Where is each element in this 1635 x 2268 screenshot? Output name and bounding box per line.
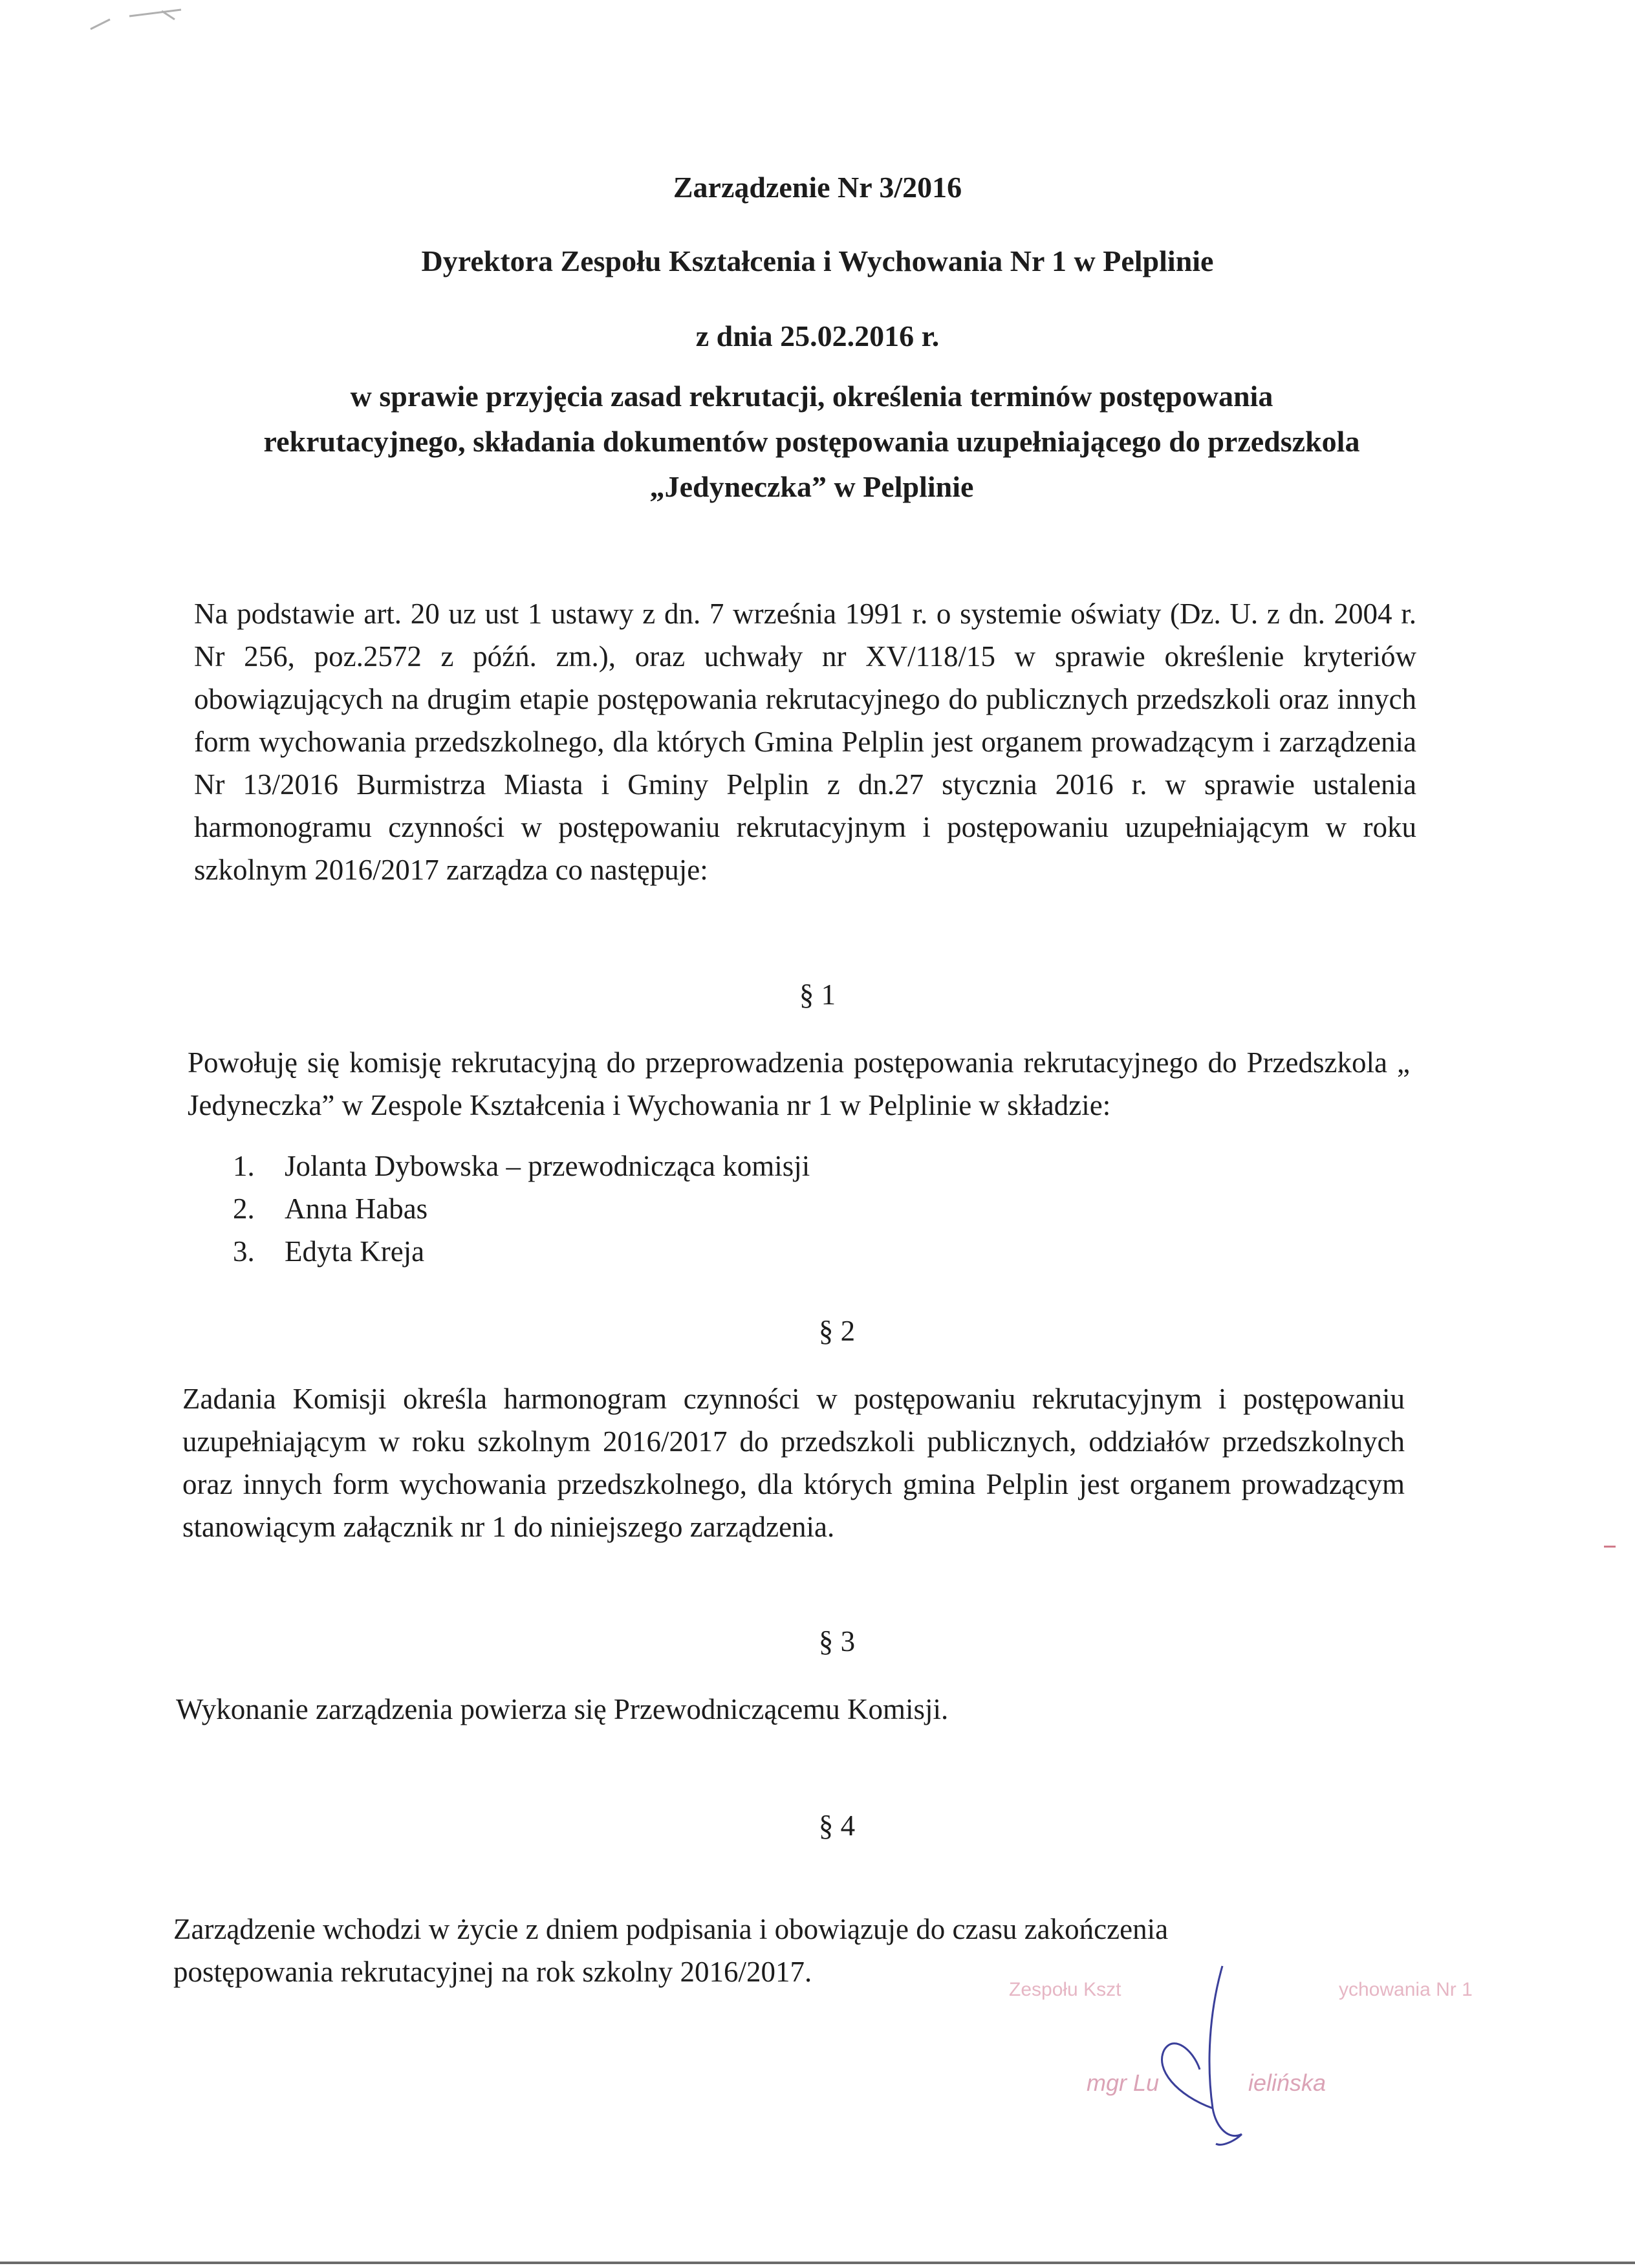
list-text: Edyta Kreja (285, 1235, 425, 1268)
stamp-name-left: mgr Lu (1087, 2069, 1160, 2096)
section-3-text: Wykonanie zarządzenia powierza się Przewodniczącemu Komisji. (176, 1693, 949, 1725)
section-4-text: Zarządzenie wchodzi w życie z dniem podpisania i obowiązuje do czasu zakończenia postępowania rekrutacyjnej na rok szkolny 2016/2017. (173, 1913, 1169, 1988)
section-1-text: Powołuję się komisję rekrutacyjną do przeprowadzenia postępowania rekrutacyjnego do Przedszkola „ Jedyneczka” w Zespole Kształcenia i Wychowania nr 1 w Pelplinie w składzie: (188, 1046, 1410, 1121)
scan-border-line (0, 2262, 1635, 2264)
list-item (233, 1145, 1268, 1187)
scan-mark-icon (84, 3, 188, 42)
preamble-paragraph: Na podstawie art. 20 uz ust 1 ustawy z dn. 7 września 1991 r. o systemie oświaty (Dz. U. z dn. 2004 r. Nr 256, poz.2572 z późń. zm.), oraz uchwały nr XV/118/15 w sprawie określenie kryteriów obowiązujących na drugim etapie postępowania rekrutacyjnego do publicznych przedszkoli oraz innych form wychowania przedszkolnego, dla których Gmina Pelplin jest organem prowadzącym i zarządzenia Nr 13/2016 Burmistrza Miasta i Gminy Pelplin z dn.27 stycznia 2016 r. w sprawie ustalenia harmonogramu czynności w postępowaniu rekrutacyjnym i postępowaniu uzupełniającym w roku szkolnym 2016/2017 zarządza co następuje: (194, 598, 1416, 886)
subject-line: „Jedyneczka” w Pelplinie (649, 470, 974, 503)
document-issuer: Dyrektora Zespołu Kształcenia i Wychowania Nr 1 w Pelplinie (421, 244, 1214, 277)
list-number: 1. (233, 1150, 255, 1182)
list-text: Anna Habas (285, 1193, 428, 1225)
section-symbol: § 1 (799, 978, 836, 1011)
document-subject (162, 374, 1462, 510)
document-title: Zarządzenie Nr 3/2016 (673, 171, 962, 204)
list-number: 2. (233, 1193, 255, 1225)
stamp-line-left: Zespołu Kszt (1009, 1979, 1121, 2000)
list-item (233, 1187, 1268, 1230)
section-symbol: § 2 (818, 1315, 856, 1347)
official-stamp (1009, 1966, 1500, 2160)
section-symbol: § 3 (818, 1625, 856, 1658)
subject-line: rekrutacyjnego, składania dokumentów postępowania uzupełniającego do przedszkola (263, 425, 1360, 458)
committee-list (233, 1145, 1268, 1273)
subject-line: w sprawie przyjęcia zasad rekrutacji, określenia terminów postępowania (350, 380, 1273, 413)
section-2-text: Zadania Komisji określa harmonogram czynności w postępowaniu rekrutacyjnym i postępowaniu uzupełniającym w roku szkolnym 2016/2017 do przedszkoli publicznych, oddziałów przedszkolnych oraz innych form wychowania przedszkolnego, dla których gmina Pelplin jest organem prowadzącym stanowiącym załącznik nr 1 do niniejszego zarządzenia. (182, 1383, 1405, 1543)
margin-mark (1604, 1546, 1616, 1548)
section-symbol: § 4 (818, 1809, 856, 1842)
stamp-line-right: ychowania Nr 1 (1339, 1979, 1473, 2000)
stamp-name-right: ielińska (1248, 2069, 1326, 2096)
signature-icon (1138, 1960, 1281, 2154)
list-number: 3. (233, 1235, 255, 1268)
document-date: z dnia 25.02.2016 r. (695, 319, 940, 352)
list-item (233, 1230, 1268, 1273)
list-text: Jolanta Dybowska – przewodnicząca komisji (285, 1150, 810, 1182)
